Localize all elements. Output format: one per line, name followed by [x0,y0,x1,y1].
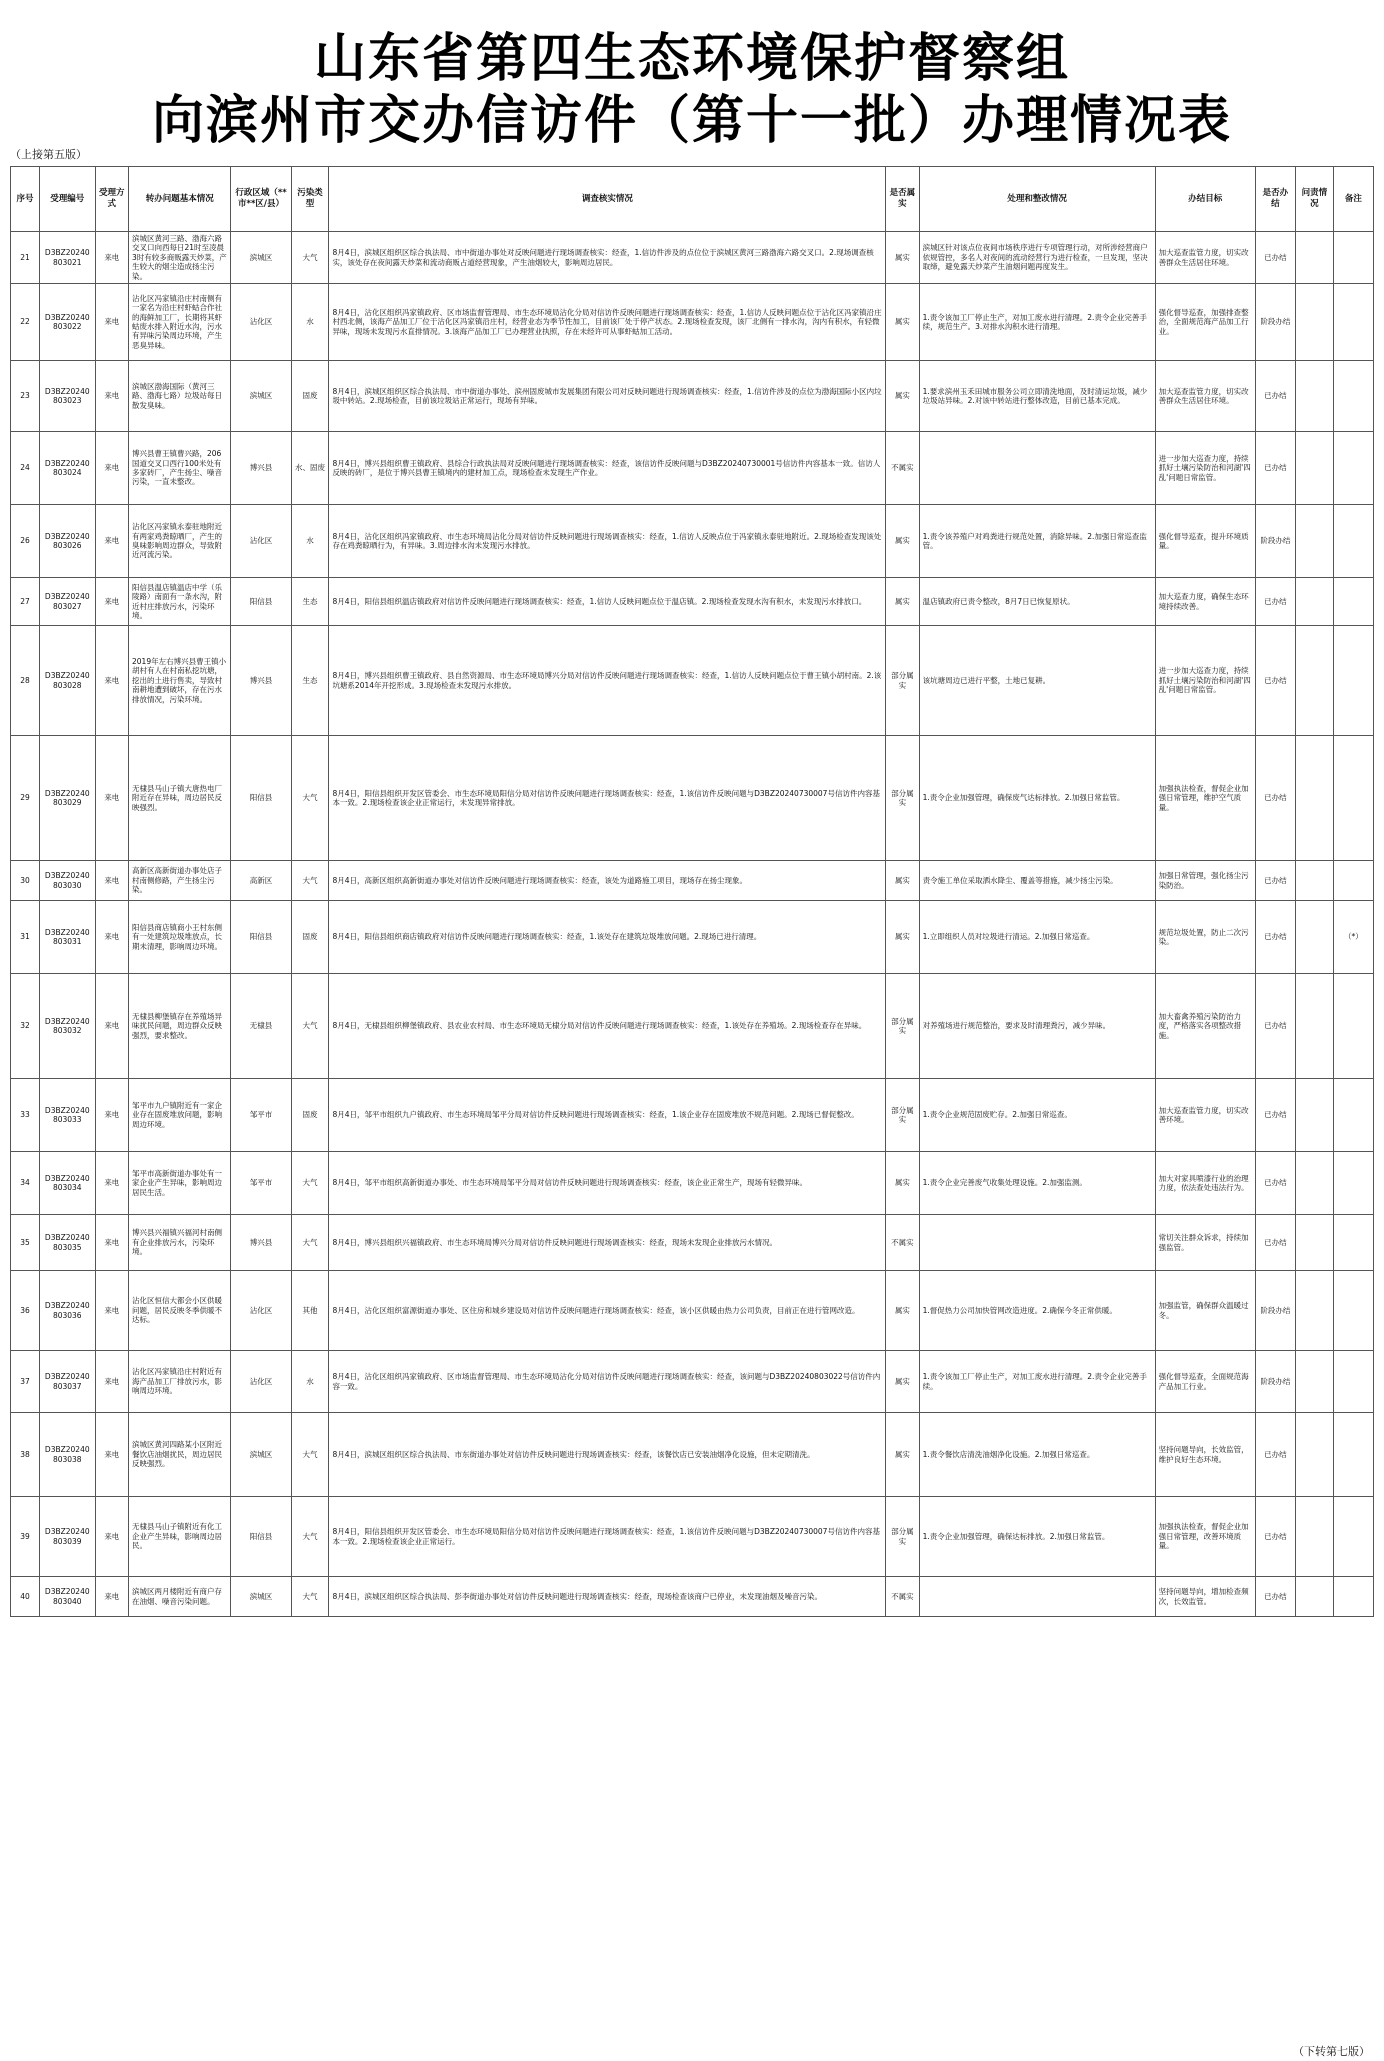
row-number-cell: 33 [11,1079,40,1152]
issue-summary-cell: 邹平市高新街道办事处有一家企业产生异味，影响周边居民生活。 [129,1152,231,1215]
completion-goal-cell: 加强监管，确保群众温暖过冬。 [1155,1271,1255,1351]
is-true-cell: 属实 [886,505,919,578]
survey-details-cell: 8月4日，沾化区组织富源街道办事处、区住房和城乡建设局对信访件反映问题进行现场调查核实：经查，该小区供暖由热力公司负责，目前正在进行管网改造。 [329,1271,886,1351]
header-cell: 受理编号 [39,167,95,232]
table-row [11,1215,1374,1271]
remarks-cell [1333,1271,1373,1351]
pollution-type-cell: 大气 [291,736,329,861]
page-title-line1: 山东省第四生态环境保护督察组 [313,29,1070,89]
survey-details-cell: 8月4日，邹平市组织高新街道办事处、市生态环境局邹平分局对信访件反映问题进行现场调查核实：经查，该企业正常生产，现场有轻微异味。 [329,1152,886,1215]
pollution-type-cell: 大气 [291,1497,329,1577]
region-cell: 无棣县 [231,974,291,1079]
pollution-type-cell: 生态 [291,578,329,626]
accountability-cell [1295,1577,1333,1617]
row-number-cell: 31 [11,901,40,974]
completion-status-cell: 已办结 [1255,1497,1295,1577]
accountability-cell [1295,1413,1333,1497]
is-true-cell: 属实 [886,1413,919,1497]
table-row [11,361,1374,432]
survey-details-cell: 8月4日，博兴县组织曹王镇政府、县自然资源局、市生态环境局博兴分局对信访件反映问题进行现场调查核实：经查，1.信访人反映问题点位于曹王镇小胡村南。2.该坑塘系2014年开挖形成。3.现场检查未发现污水排放。 [329,626,886,736]
completion-goal-cell: 加强日常管理，强化扬尘污染防治。 [1155,861,1255,901]
table-row [11,1271,1374,1351]
region-cell: 阳信县 [231,578,291,626]
region-cell: 博兴县 [231,626,291,736]
is-true-cell: 不属实 [886,1577,919,1617]
completion-goal-cell: 进一步加大巡查力度，持续抓好土壤污染防治和河湖'四乱'问题日常监管。 [1155,626,1255,736]
row-number-cell: 30 [11,861,40,901]
remarks-cell [1333,505,1373,578]
region-cell: 阳信县 [231,1497,291,1577]
handling-details-cell: 该坑塘周边已进行平整，土地已复耕。 [919,626,1155,736]
table-row [11,1577,1374,1617]
accountability-cell [1295,736,1333,861]
header-cell: 问责情况 [1295,167,1333,232]
table-row [11,861,1374,901]
row-number-cell: 32 [11,974,40,1079]
issue-summary-cell: 滨城区黄河三路、渤海六路交叉口向西每日21时至凌晨3时有较多商贩露天炒菜，产生较大的烟尘造成扬尘污染。 [129,232,231,284]
accountability-cell [1295,432,1333,505]
completion-goal-cell: 加大畜禽养殖污染防治力度，严格落实各项整改措施。 [1155,974,1255,1079]
row-number-cell: 34 [11,1152,40,1215]
handling-details-cell [919,1215,1155,1271]
pollution-type-cell: 大气 [291,861,329,901]
region-cell: 滨城区 [231,361,291,432]
completion-goal-cell: 坚持问题导向，增加检查频次，长效监管。 [1155,1577,1255,1617]
pollution-type-cell: 水 [291,1351,329,1413]
completion-goal-cell: 强化督导巡查，提升环境质量。 [1155,505,1255,578]
accountability-cell [1295,361,1333,432]
survey-details-cell: 8月4日，阳信县组织开发区管委会、市生态环境局阳信分局对信访件反映问题进行现场调查核实：经查，1.该信访件反映问题与D3BZ20240730007号信访件内容基本一致。2.现场检查该企业正常运行。 [329,1497,886,1577]
accept-method-cell: 来电 [95,1351,128,1413]
remarks-cell [1333,1497,1373,1577]
accept-method-cell: 来电 [95,901,128,974]
accountability-cell [1295,505,1333,578]
issue-summary-cell: 阳信县商店镇商小王村东侧有一处建筑垃圾堆放点，长期未清理，影响周边环境。 [129,901,231,974]
is-true-cell: 部分属实 [886,1497,919,1577]
completion-status-cell: 已办结 [1255,1577,1295,1617]
issue-summary-cell: 博兴县曹王镇曹兴路，206国道交叉口西行100米处有多家砖厂，产生扬尘、噪音污染，一直未整改。 [129,432,231,505]
table-row [11,284,1374,361]
remarks-cell [1333,626,1373,736]
table-row [11,736,1374,861]
row-number-cell: 22 [11,284,40,361]
region-cell: 阳信县 [231,736,291,861]
accept-method-cell: 来电 [95,861,128,901]
region-cell: 滨城区 [231,1413,291,1497]
remarks-cell [1333,1351,1373,1413]
accountability-cell [1295,1079,1333,1152]
pollution-type-cell: 大气 [291,1577,329,1617]
accept-code-cell: D3BZ20240803036 [39,1271,95,1351]
remarks-cell [1333,736,1373,861]
accept-code-cell: D3BZ20240803033 [39,1079,95,1152]
pollution-type-cell: 固废 [291,901,329,974]
survey-details-cell: 8月4日，沾化区组织冯家镇政府、区市场监督管理局、市生态环境局沾化分局对信访件反映问题进行现场调查核实：经查，1.信访人反映问题点位于沾化区冯家镇沿庄村西北侧，该海产品加工厂位于沾化区冯家镇沿庄村，经营业态为季节性加工，目前该厂处于停产状态。2.现场检查发现，该厂北侧有一排水沟，沟内有积水，有轻微异味，现场未发现污水直排情况。3.该海产品加工厂已办理营业执照，存在未经许可从事虾蛄加工活动。 [329,284,886,361]
row-number-cell: 38 [11,1413,40,1497]
accept-code-cell: D3BZ20240803023 [39,361,95,432]
is-true-cell: 部分属实 [886,626,919,736]
remarks-cell [1333,1152,1373,1215]
remarks-cell [1333,1413,1373,1497]
region-cell: 邹平市 [231,1079,291,1152]
completion-status-cell: 阶段办结 [1255,1351,1295,1413]
accept-method-cell: 来电 [95,1152,128,1215]
issue-summary-cell: 阳信县温店镇温店中学（乐陵路）南面有一条水沟，附近村庄排放污水，污染环境。 [129,578,231,626]
table-row [11,232,1374,284]
is-true-cell: 不属实 [886,432,919,505]
accountability-cell [1295,1351,1333,1413]
issue-summary-cell: 滨城区黄河四路某小区附近餐饮店油烟扰民，周边居民反映强烈。 [129,1413,231,1497]
accountability-cell [1295,901,1333,974]
row-number-cell: 26 [11,505,40,578]
is-true-cell: 属实 [886,284,919,361]
accountability-cell [1295,1152,1333,1215]
accept-method-cell: 来电 [95,626,128,736]
issue-summary-cell: 无棣县马山子镇大唐热电厂附近存在异味，周边居民反映强烈。 [129,736,231,861]
accountability-cell [1295,1271,1333,1351]
petition-table [10,166,1374,1617]
table-row [11,626,1374,736]
row-number-cell: 27 [11,578,40,626]
remarks-cell [1333,232,1373,284]
completion-goal-cell: 强化督导巡查，全面规范海产品加工行业。 [1155,1351,1255,1413]
table-header-row [11,167,1374,232]
accept-method-cell: 来电 [95,284,128,361]
survey-details-cell: 8月4日，高新区组织高新街道办事处对信访件反映问题进行现场调查核实：经查，该处为道路施工项目，现场存在扬尘现象。 [329,861,886,901]
completion-goal-cell: 加强执法检查，督促企业加强日常管理，维护空气质量。 [1155,736,1255,861]
table-row [11,974,1374,1079]
pollution-type-cell: 固废 [291,361,329,432]
completion-goal-cell: 加大巡查力度，确保生态环境持续改善。 [1155,578,1255,626]
survey-details-cell: 8月4日，滨城区组织区综合执法局、市中街道办事处、滨州固废城市发展集团有限公司对反映问题进行现场调查核实：经查，1.信访件涉及的点位为渤海国际小区内垃圾中转站。2.现场检查，目前该垃圾站正常运行，现场有异味。 [329,361,886,432]
row-number-cell: 37 [11,1351,40,1413]
is-true-cell: 属实 [886,232,919,284]
row-number-cell: 36 [11,1271,40,1351]
accept-code-cell: D3BZ20240803024 [39,432,95,505]
is-true-cell: 属实 [886,578,919,626]
completion-goal-cell: 加大巡查监管力度，切实改善环境。 [1155,1079,1255,1152]
accept-method-cell: 来电 [95,1215,128,1271]
is-true-cell: 属实 [886,1152,919,1215]
table-row [11,578,1374,626]
completion-goal-cell: 常切关注群众诉求，持续加强监管。 [1155,1215,1255,1271]
handling-details-cell: 责令施工单位采取洒水降尘、覆盖等措施，减少扬尘污染。 [919,861,1155,901]
pollution-type-cell: 生态 [291,626,329,736]
accept-code-cell: D3BZ20240803035 [39,1215,95,1271]
completion-goal-cell: 坚持问题导向，长效监管，维护良好生态环境。 [1155,1413,1255,1497]
completion-status-cell: 已办结 [1255,626,1295,736]
is-true-cell: 部分属实 [886,736,919,861]
handling-details-cell: 1.要求滨州玉禾田城市服务公司立即清洗地面，及时清运垃圾，减少垃圾站异味。2.对该中转站进行整体改造，目前已基本完成。 [919,361,1155,432]
completion-goal-cell: 强化督导巡查，加强排查整治，全面规范海产品加工行业。 [1155,284,1255,361]
issue-summary-cell: 无棣县马山子镇附近有化工企业产生异味，影响周边居民。 [129,1497,231,1577]
continued-to-label: （下转第七版） [1293,2045,1370,2058]
accountability-cell [1295,626,1333,736]
survey-details-cell: 8月4日，滨城区组织区综合执法局、市东街道办事处对信访件反映问题进行现场调查核实：经查，该餐饮店已安装油烟净化设施，但未定期清洗。 [329,1413,886,1497]
is-true-cell: 不属实 [886,1215,919,1271]
accept-method-cell: 来电 [95,578,128,626]
handling-details-cell: 1.责令企业完善废气收集处理设施。2.加强监测。 [919,1152,1155,1215]
handling-details-cell [919,1577,1155,1617]
pollution-type-cell: 大气 [291,974,329,1079]
header-cell: 办结目标 [1155,167,1255,232]
accept-method-cell: 来电 [95,736,128,861]
completion-status-cell: 已办结 [1255,974,1295,1079]
region-cell: 阳信县 [231,901,291,974]
completion-status-cell: 阶段办结 [1255,284,1295,361]
pollution-type-cell: 水 [291,284,329,361]
remarks-cell [1333,1215,1373,1271]
header-cell: 序号 [11,167,40,232]
handling-details-cell: 1.立即组织人员对垃圾进行清运。2.加强日常巡查。 [919,901,1155,974]
handling-details-cell [919,432,1155,505]
remarks-cell [1333,432,1373,505]
survey-details-cell: 8月4日，阳信县组织温店镇政府对信访件反映问题进行现场调查核实：经查，1.信访人反映问题点位于温店镇。2.现场检查发现水沟有积水，未发现污水排放口。 [329,578,886,626]
completion-goal-cell: 加大巡查监管力度，切实改善群众生活居住环境。 [1155,361,1255,432]
table-row [11,1152,1374,1215]
header-cell: 受理方式 [95,167,128,232]
row-number-cell: 23 [11,361,40,432]
accept-code-cell: D3BZ20240803029 [39,736,95,861]
accountability-cell [1295,1215,1333,1271]
header-cell: 备注 [1333,167,1373,232]
accountability-cell [1295,578,1333,626]
completion-status-cell: 已办结 [1255,736,1295,861]
pollution-type-cell: 其他 [291,1271,329,1351]
issue-summary-cell: 博兴县兴福镇兴福河村南侧有企业排放污水，污染环境。 [129,1215,231,1271]
completion-goal-cell: 规范垃圾处置，防止二次污染。 [1155,901,1255,974]
accept-method-cell: 来电 [95,232,128,284]
issue-summary-cell: 滨城区两月楼附近有商户存在油烟、噪音污染问题。 [129,1577,231,1617]
header-cell: 行政区域（**市**区/县） [231,167,291,232]
remarks-cell [1333,974,1373,1079]
accept-method-cell: 来电 [95,432,128,505]
row-number-cell: 21 [11,232,40,284]
issue-summary-cell: 沾化区冯家镇沿庄村南侧有一家名为沿庄村虾蛄合作社的海鲜加工厂，长期将其虾蛄废水排入附近水沟，污水有异味污染周边环境，产生恶臭异味。 [129,284,231,361]
completion-status-cell: 阶段办结 [1255,505,1295,578]
region-cell: 邹平市 [231,1152,291,1215]
pollution-type-cell: 固废 [291,1079,329,1152]
accept-code-cell: D3BZ20240803032 [39,974,95,1079]
pollution-type-cell: 大气 [291,1152,329,1215]
completion-status-cell: 已办结 [1255,1413,1295,1497]
accept-code-cell: D3BZ20240803026 [39,505,95,578]
completion-status-cell: 已办结 [1255,432,1295,505]
accept-code-cell: D3BZ20240803037 [39,1351,95,1413]
region-cell: 博兴县 [231,432,291,505]
accept-code-cell: D3BZ20240803027 [39,578,95,626]
remarks-cell [1333,578,1373,626]
is-true-cell: 属实 [886,1351,919,1413]
continued-from-label: （上接第五版） [10,148,87,161]
completion-status-cell: 已办结 [1255,232,1295,284]
table-row [11,505,1374,578]
region-cell: 滨城区 [231,1577,291,1617]
table-row [11,1079,1374,1152]
pollution-type-cell: 大气 [291,1413,329,1497]
accept-code-cell: D3BZ20240803040 [39,1577,95,1617]
handling-details-cell: 1.责令餐饮店清洗油烟净化设施。2.加强日常巡查。 [919,1413,1155,1497]
issue-summary-cell: 高新区高新街道办事处店子村南侧修路，产生扬尘污染。 [129,861,231,901]
accept-method-cell: 来电 [95,1497,128,1577]
row-number-cell: 35 [11,1215,40,1271]
row-number-cell: 24 [11,432,40,505]
remarks-cell [1333,1079,1373,1152]
is-true-cell: 部分属实 [886,1079,919,1152]
handling-details-cell: 1.督促热力公司加快管网改造进度。2.确保今冬正常供暖。 [919,1271,1155,1351]
issue-summary-cell: 滨城区渤海国际（黄河三路、渤海七路）垃圾站每日散发臭味。 [129,361,231,432]
completion-status-cell: 已办结 [1255,578,1295,626]
handling-details-cell: 温店镇政府已责令整改，8月7日已恢复原状。 [919,578,1155,626]
is-true-cell: 属实 [886,361,919,432]
header-cell: 转办问题基本情况 [129,167,231,232]
accept-code-cell: D3BZ20240803034 [39,1152,95,1215]
remarks-cell: （*） [1333,901,1373,974]
completion-status-cell: 已办结 [1255,1079,1295,1152]
table-row [11,1351,1374,1413]
completion-status-cell: 已办结 [1255,861,1295,901]
row-number-cell: 28 [11,626,40,736]
issue-summary-cell: 邹平市九户镇附近有一家企业存在固废堆放问题，影响周边环境。 [129,1079,231,1152]
accept-code-cell: D3BZ20240803028 [39,626,95,736]
handling-details-cell: 1.责令该养殖户对鸡粪进行规范处置，消除异味。2.加强日常巡查监管。 [919,505,1155,578]
region-cell: 沾化区 [231,1271,291,1351]
accept-code-cell: D3BZ20240803038 [39,1413,95,1497]
region-cell: 高新区 [231,861,291,901]
accept-method-cell: 来电 [95,505,128,578]
completion-status-cell: 已办结 [1255,1152,1295,1215]
accept-method-cell: 来电 [95,1079,128,1152]
is-true-cell: 属实 [886,1271,919,1351]
row-number-cell: 39 [11,1497,40,1577]
pollution-type-cell: 大气 [291,232,329,284]
handling-details-cell: 1.责令企业加强管理，确保废气达标排放。2.加强日常监管。 [919,736,1155,861]
completion-goal-cell: 加强执法检查，督促企业加强日常管理，改善环境质量。 [1155,1497,1255,1577]
completion-status-cell: 已办结 [1255,361,1295,432]
issue-summary-cell: 2019年左右博兴县曹王镇小胡村有人在村南私挖坑塘，挖出的土进行售卖，导致村南耕地遭到破坏，存在污水排放情况，污染环境。 [129,626,231,736]
accountability-cell [1295,861,1333,901]
completion-status-cell: 阶段办结 [1255,1271,1295,1351]
handling-details-cell: 1.责令该加工厂停止生产，对加工废水进行清理。2.责令企业完善手续，规范生产。3.对排水沟积水进行清理。 [919,284,1155,361]
accept-method-cell: 来电 [95,361,128,432]
accept-method-cell: 来电 [95,1413,128,1497]
region-cell: 博兴县 [231,1215,291,1271]
table-row [11,1497,1374,1577]
header-cell: 调查核实情况 [329,167,886,232]
handling-details-cell: 滨城区针对该点位夜间市场秩序进行专项管理行动，对所涉经营商户依规管控，多名人对夜间的流动经营行为进行检查，一旦发现，坚决取缔，避免露天炒菜产生油烟问题再度发生。 [919,232,1155,284]
pollution-type-cell: 水 [291,505,329,578]
completion-goal-cell: 进一步加大巡查力度，持续抓好土壤污染防治和河湖'四乱'问题日常监管。 [1155,432,1255,505]
issue-summary-cell: 无棣县柳堡镇存在养殖场异味扰民问题，周边群众反映强烈，要求整改。 [129,974,231,1079]
completion-status-cell: 已办结 [1255,1215,1295,1271]
survey-details-cell: 8月4日，阳信县组织商店镇政府对信访件反映问题进行现场调查核实：经查，1.该处存在建筑垃圾堆放问题。2.现场已进行清理。 [329,901,886,974]
accept-code-cell: D3BZ20240803031 [39,901,95,974]
pollution-type-cell: 大气 [291,1215,329,1271]
region-cell: 沾化区 [231,505,291,578]
issue-summary-cell: 沾化区冯家镇沿庄村附近有海产品加工厂排放污水，影响周边环境。 [129,1351,231,1413]
header-cell: 污染类型 [291,167,329,232]
table-row [11,901,1374,974]
accept-code-cell: D3BZ20240803021 [39,232,95,284]
remarks-cell [1333,861,1373,901]
region-cell: 沾化区 [231,284,291,361]
accountability-cell [1295,1497,1333,1577]
header-cell: 是否办结 [1255,167,1295,232]
accountability-cell [1295,974,1333,1079]
completion-goal-cell: 加大对家具喷漆行业的治理力度，依法查处违法行为。 [1155,1152,1255,1215]
pollution-type-cell: 水、固废 [291,432,329,505]
survey-details-cell: 8月4日，无棣县组织柳堡镇政府、县农业农村局、市生态环境局无棣分局对信访件反映问题进行现场调查核实：经查，1.该处存在养殖场。2.现场检查存在异味。 [329,974,886,1079]
region-cell: 沾化区 [231,1351,291,1413]
survey-details-cell: 8月4日，滨城区组织区综合执法局、彭李街道办事处对信访件反映问题进行现场调查核实：经查，现场检查该商户已停业，未发现油烟及噪音污染。 [329,1577,886,1617]
survey-details-cell: 8月4日，邹平市组织九户镇政府、市生态环境局邹平分局对信访件反映问题进行现场调查核实：经查，1.该企业存在固废堆放不规范问题。2.现场已督促整改。 [329,1079,886,1152]
accountability-cell [1295,232,1333,284]
remarks-cell [1333,1577,1373,1617]
accept-code-cell: D3BZ20240803030 [39,861,95,901]
accept-code-cell: D3BZ20240803022 [39,284,95,361]
survey-details-cell: 8月4日，阳信县组织开发区管委会、市生态环境局阳信分局对信访件反映问题进行现场调查核实：经查，1.该信访件反映问题与D3BZ20240730007号信访件内容基本一致。2.现场检查该企业正常运行，未发现异常排放。 [329,736,886,861]
table-row [11,1413,1374,1497]
completion-status-cell: 已办结 [1255,901,1295,974]
survey-details-cell: 8月4日，沾化区组织冯家镇政府、区市场监督管理局、市生态环境局沾化分局对信访件反映问题进行现场调查核实：经查，该问题与D3BZ20240803022号信访件内容一致。 [329,1351,886,1413]
survey-details-cell: 8月4日，滨城区组织区综合执法局、市中街道办事处对反映问题进行现场调查核实：经查，1.信访件涉及的点位位于滨城区黄河三路渤海六路交叉口。2.现场调查核实，该处存在夜间露天炒菜和流动商贩占道经营现象，产生油烟较大，影响周边居民。 [329,232,886,284]
completion-goal-cell: 加大巡查监管力度，切实改善群众生活居住环境。 [1155,232,1255,284]
accept-method-cell: 来电 [95,974,128,1079]
issue-summary-cell: 沾化区冯家镇永泰驻地附近有两家鸡粪晾晒厂，产生的臭味影响周边群众，导致附近河流污染。 [129,505,231,578]
handling-details-cell: 1.责令该加工厂停止生产，对加工废水进行清理。2.责令企业完善手续。 [919,1351,1155,1413]
accept-method-cell: 来电 [95,1577,128,1617]
header-cell: 处理和整改情况 [919,167,1155,232]
issue-summary-cell: 沾化区恒信大都会小区供暖问题，居民反映冬季供暖不达标。 [129,1271,231,1351]
survey-details-cell: 8月4日，博兴县组织兴福镇政府、市生态环境局博兴分局对信访件反映问题进行现场调查核实：经查，现场未发现企业排放污水情况。 [329,1215,886,1271]
is-true-cell: 部分属实 [886,974,919,1079]
region-cell: 滨城区 [231,232,291,284]
accept-code-cell: D3BZ20240803039 [39,1497,95,1577]
remarks-cell [1333,284,1373,361]
survey-details-cell: 8月4日，博兴县组织曹王镇政府、县综合行政执法局对反映问题进行现场调查核实：经查，该信访件反映问题与D3BZ20240730001号信访件内容基本一致。信访人反映的砖厂，是位于博兴县曹王镇境内的建材加工点，现场检查未发现生产作业。 [329,432,886,505]
header-cell: 是否属实 [886,167,919,232]
page-title-line2: 向滨州市交办信访件（第十一批）办理情况表 [151,91,1232,151]
accept-method-cell: 来电 [95,1271,128,1351]
accountability-cell [1295,284,1333,361]
row-number-cell: 40 [11,1577,40,1617]
survey-details-cell: 8月4日，沾化区组织冯家镇政府、市生态环境局沾化分局对信访件反映问题进行现场调查核实：经查，1.信访人反映点位于冯家镇永泰驻地附近。2.现场检查发现该处存在鸡粪晾晒行为，有异味。3.周边排水沟未发现污水排放。 [329,505,886,578]
table-row [11,432,1374,505]
remarks-cell [1333,361,1373,432]
is-true-cell: 属实 [886,901,919,974]
row-number-cell: 29 [11,736,40,861]
handling-details-cell: 1.责令企业规范固废贮存。2.加强日常巡查。 [919,1079,1155,1152]
is-true-cell: 属实 [886,861,919,901]
handling-details-cell: 对养殖场进行规范整治，要求及时清理粪污，减少异味。 [919,974,1155,1079]
handling-details-cell: 1.责令企业加强管理，确保达标排放。2.加强日常监管。 [919,1497,1155,1577]
